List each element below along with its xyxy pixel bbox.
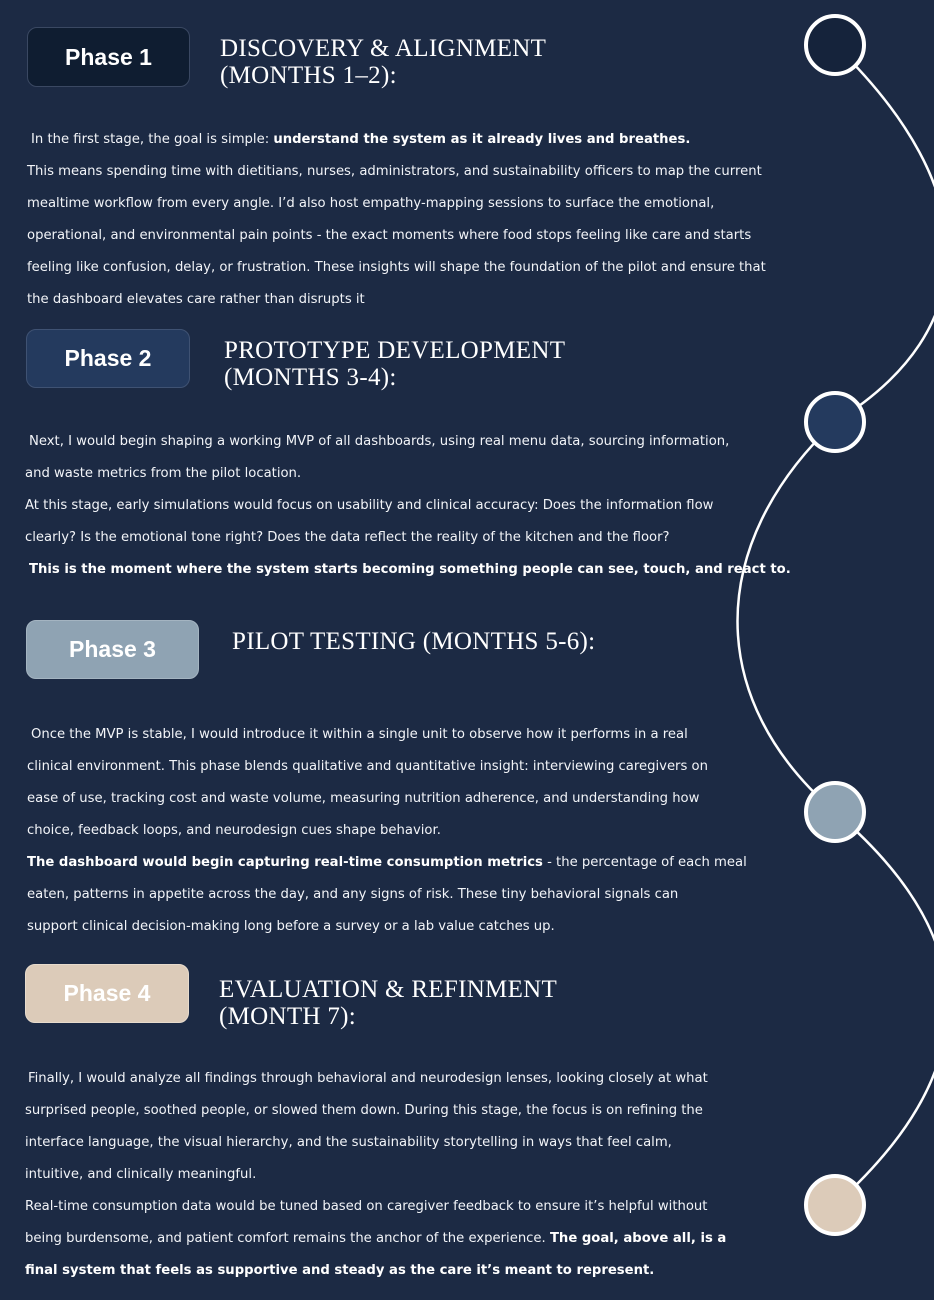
phase-3-badge: Phase 3 [26, 620, 199, 679]
p1-line6: the dashboard elevates care rather than disrupts it [27, 292, 365, 307]
p3-line5b: - the percentage of each meal [542, 855, 747, 870]
phase-1-description [27, 124, 766, 316]
p4-line1: Finally, I would analyze all findings through behavioral and neurodesign lenses, looking closely at what [28, 1071, 708, 1086]
p2-line2: and waste metrics from the pilot location. [25, 466, 302, 481]
phase-2-description [25, 426, 791, 586]
p1-line4: operational, and environmental pain points - the exact moments where food stops feeling like care and starts [27, 228, 752, 243]
phase-2-heading-line1: PROTOTYPE DEVELOPMENT [224, 337, 566, 364]
phase-3-description [27, 719, 747, 943]
p2-line3: At this stage, early simulations would focus on usability and clinical accuracy: Does the information flow [25, 498, 714, 513]
p3-line6: eaten, patterns in appetite across the day, and any signs of risk. These tiny behavioral signals can [27, 887, 679, 902]
p4-line2: surprised people, soothed people, or slowed them down. During this stage, the focus is on refining the [25, 1103, 703, 1118]
p2-line5: This is the moment where the system starts becoming something people can see, touch, and react to. [29, 562, 791, 577]
phase-4-heading-line2: (MONTH 7): [219, 1003, 357, 1030]
p3-line5a: The dashboard would begin capturing real-time consumption metrics [27, 855, 543, 870]
phase-2-heading-line2: (MONTHS 3-4): [224, 364, 397, 391]
p1-line5: feeling like confusion, delay, or frustration. These insights will shape the foundation of the pilot and ensure that [27, 260, 766, 275]
phase-1-heading-line2: (MONTHS 1–2): [220, 62, 397, 89]
p1-line3: mealtime workflow from every angle. I’d also host empathy-mapping sessions to surface the emotional, [27, 196, 715, 211]
phase-2-heading [224, 337, 565, 391]
phase-1-heading-line1: DISCOVERY & ALIGNMENT [220, 35, 547, 62]
p2-line1: Next, I would begin shaping a working MVP of all dashboards, using real menu data, sourcing information, [29, 434, 730, 449]
p1-line2: This means spending time with dietitians, nurses, administrators, and sustainability officers to map the current [27, 164, 762, 179]
p3-line7: support clinical decision-making long before a survey or a lab value catches up. [27, 919, 555, 934]
phase-4-heading-line1: EVALUATION & REFINMENT [219, 976, 558, 1003]
phase-3-heading-line1: PILOT TESTING (MONTHS 5-6): [232, 628, 596, 655]
phase-4-heading [219, 976, 557, 1030]
timeline-curve [738, 45, 934, 1205]
p4-line3: interface language, the visual hierarchy, and the sustainability storytelling in ways that feel calm, [25, 1135, 672, 1150]
phase-3-heading [232, 628, 595, 655]
phase-2-badge: Phase 2 [26, 329, 190, 388]
p3-line2: clinical environment. This phase blends qualitative and quantitative insight: interviewing caregivers on [27, 759, 708, 774]
phase-1-badge: Phase 1 [27, 27, 190, 87]
timeline-node-3 [806, 783, 864, 841]
timeline-node-4 [806, 1176, 864, 1234]
p1-line1a: In the first stage, the goal is simple: [31, 132, 274, 147]
p3-line3: ease of use, tracking cost and waste volume, measuring nutrition adherence, and understanding how [27, 791, 700, 806]
p3-line1: Once the MVP is stable, I would introduce it within a single unit to observe how it performs in a real [31, 727, 688, 742]
p4-line7: final system that feels as supportive and steady as the care it’s meant to represent. [25, 1263, 655, 1278]
p4-line6a: being burdensome, and patient comfort remains the anchor of the experience. [25, 1231, 550, 1246]
phase-1-heading [220, 35, 546, 89]
p3-line4: choice, feedback loops, and neurodesign cues shape behavior. [27, 823, 441, 838]
phase-4-badge: Phase 4 [25, 964, 189, 1023]
p4-line4: intuitive, and clinically meaningful. [25, 1167, 257, 1182]
timeline-node-1 [806, 16, 864, 74]
p4-line6b: The goal, above all, is a [549, 1231, 727, 1246]
timeline-node-2 [806, 393, 864, 451]
p1-line1b: understand the system as it already lives and breathes. [273, 132, 691, 147]
phase-4-description [25, 1063, 726, 1287]
p2-line4: clearly? Is the emotional tone right? Does the data reflect the reality of the kitchen and the floor? [25, 530, 670, 545]
p4-line5: Real-time consumption data would be tuned based on caregiver feedback to ensure it’s helpful without [25, 1199, 708, 1214]
